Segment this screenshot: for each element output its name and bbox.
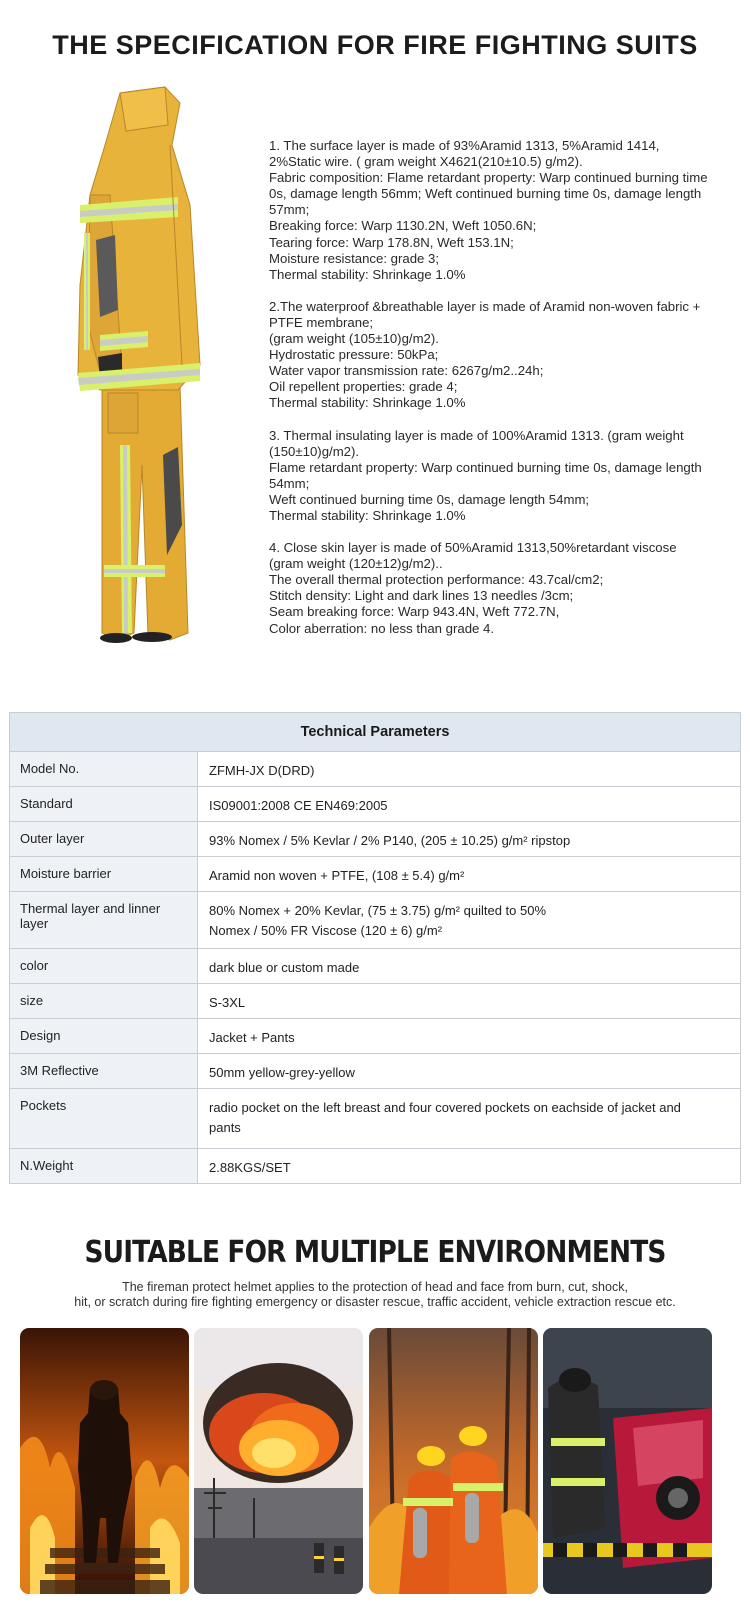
spec-line: Breaking force: Warp 1130.2N, Weft 1050.6N; xyxy=(269,218,537,234)
param-value: IS09001:2008 CE EN469:2005 xyxy=(198,787,741,822)
spec-line: Tearing force: Warp 178.8N, Weft 153.1N; xyxy=(269,234,514,250)
param-value xyxy=(198,1089,741,1149)
table-row xyxy=(10,1149,741,1184)
param-key: Pockets xyxy=(10,1089,198,1149)
spec-block-thermal-layer xyxy=(269,428,739,525)
param-key: N.Weight xyxy=(10,1149,198,1184)
table-row xyxy=(10,892,741,949)
photo-explosion xyxy=(194,1328,363,1594)
param-value: 93% Nomex / 5% Kevlar / 2% P140, (205 ± 10.25) g/m² ripstop xyxy=(198,822,741,857)
param-value: ZFMH-JX D(DRD) xyxy=(198,752,741,787)
specification-text xyxy=(269,138,739,653)
spec-line: The overall thermal protection performance: 43.7cal/cm2; xyxy=(269,572,604,588)
param-value: S-3XL xyxy=(198,984,741,1019)
spec-line: 54mm; xyxy=(269,475,310,491)
spec-line: 0s, damage length 56mm; Weft continued burning time 0s, damage length xyxy=(269,186,702,202)
table-row xyxy=(10,857,741,892)
param-key: Moisture barrier xyxy=(10,857,198,892)
spec-line: 2%Static wire. ( gram weight X4621(210±10.5) g/m2). xyxy=(269,154,583,170)
param-key: Model No. xyxy=(10,752,198,787)
param-key: Standard xyxy=(10,787,198,822)
param-value: Jacket + Pants xyxy=(198,1019,741,1054)
param-key: Thermal layer and linner layer xyxy=(10,892,198,949)
subtitle-line: hit, or scratch during fire fighting emergency or disaster rescue, traffic accident, vehicle extraction rescue etc. xyxy=(74,1295,676,1309)
subtitle-line: The fireman protect helmet applies to the protection of head and face from burn, cut, shock, xyxy=(122,1280,628,1294)
spec-line: Thermal stability: Shrinkage 1.0% xyxy=(269,266,466,282)
spec-line: Thermal stability: Shrinkage 1.0% xyxy=(269,507,466,523)
photo-firefighters-team xyxy=(369,1328,538,1594)
spec-line: 3. Thermal insulating layer is made of 100%Aramid 1313. (gram weight xyxy=(269,427,684,443)
spec-block-skin-layer xyxy=(269,540,739,637)
spec-line: 57mm; xyxy=(269,202,310,218)
param-key: 3M Reflective xyxy=(10,1054,198,1089)
photo-firefighter-stairs xyxy=(20,1328,189,1594)
param-key: size xyxy=(10,984,198,1019)
fire-suit-image xyxy=(60,85,230,665)
table-row xyxy=(10,1019,741,1054)
spec-line: 2.The waterproof &breathable layer is made of Aramid non-woven fabric + xyxy=(269,298,701,314)
spec-line: (150±10)g/m2). xyxy=(269,443,360,459)
table-row xyxy=(10,752,741,787)
spec-line: Moisture resistance: grade 3; xyxy=(269,250,440,266)
technical-parameters-table xyxy=(9,712,741,1184)
param-value: 2.88KGS/SET xyxy=(198,1149,741,1184)
spec-line: 4. Close skin layer is made of 50%Aramid 1313,50%retardant viscose xyxy=(269,540,677,556)
param-value: Aramid non woven + PTFE, (108 ± 5.4) g/m² xyxy=(198,857,741,892)
spec-block-surface-layer xyxy=(269,138,739,283)
spec-line: PTFE membrane; xyxy=(269,314,374,330)
table-row xyxy=(10,822,741,857)
table-row xyxy=(10,1089,741,1149)
spec-line: Oil repellent properties: grade 4; xyxy=(269,379,458,395)
spec-line: Hydrostatic pressure: 50kPa; xyxy=(269,347,439,363)
param-key: Design xyxy=(10,1019,198,1054)
table-row xyxy=(10,787,741,822)
environments-subtitle xyxy=(0,1280,750,1310)
spec-line: Seam breaking force: Warp 943.4N, Weft 772.7N, xyxy=(269,604,560,620)
table-title: Technical Parameters xyxy=(10,713,741,752)
table-row xyxy=(10,1054,741,1089)
spec-line: Thermal stability: Shrinkage 1.0% xyxy=(269,395,466,411)
spec-line: (gram weight (120±12)g/m2).. xyxy=(269,556,443,572)
param-value: dark blue or custom made xyxy=(198,949,741,984)
param-value-line: Nomex / 50% FR Viscose (120 ± 6) g/m² xyxy=(209,923,443,938)
param-key: Outer layer xyxy=(10,822,198,857)
param-value-line: 80% Nomex + 20% Kevlar, (75 ± 3.75) g/m² quilted to 50% xyxy=(209,903,547,918)
environments-title: SUITABLE FOR MULTIPLE ENVIRONMENTS xyxy=(84,1235,666,1270)
spec-line: Weft continued burning time 0s, damage length 54mm; xyxy=(269,491,590,507)
spec-line: Color aberration: no less than grade 4. xyxy=(269,620,495,636)
param-value-line: radio pocket on the left breast and four covered pockets on eachside of jacket and xyxy=(209,1100,681,1115)
spec-block-waterproof-layer xyxy=(269,299,739,412)
param-value-line: pants xyxy=(209,1120,241,1135)
photo-vehicle-rescue xyxy=(543,1328,712,1594)
param-key: color xyxy=(10,949,198,984)
param-value: 50mm yellow-grey-yellow xyxy=(198,1054,741,1089)
table-row xyxy=(10,949,741,984)
table-row xyxy=(10,984,741,1019)
spec-line: Flame retardant property: Warp continued burning time 0s, damage length xyxy=(269,459,702,475)
spec-line: (gram weight (105±10)g/m2). xyxy=(269,331,439,347)
spec-line: 1. The surface layer is made of 93%Aramid 1313, 5%Aramid 1414, xyxy=(269,138,660,153)
param-value xyxy=(198,892,741,949)
spec-line: Water vapor transmission rate: 6267g/m2..24h; xyxy=(269,363,544,379)
spec-line: Stitch density: Light and dark lines 13 needles /3cm; xyxy=(269,588,574,604)
spec-line: Fabric composition: Flame retardant property: Warp continued burning time xyxy=(269,170,708,186)
page-title: THE SPECIFICATION FOR FIRE FIGHTING SUITS xyxy=(52,30,698,60)
